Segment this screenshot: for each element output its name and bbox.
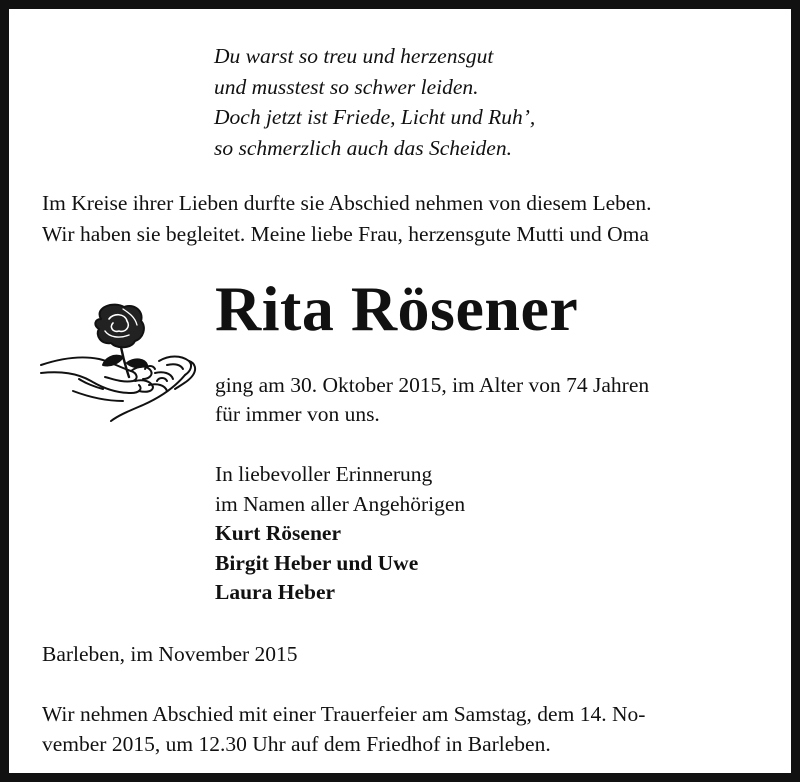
poem-line: und musstest so schwer leiden. xyxy=(214,74,479,99)
mourner-name: Birgit Heber und Uwe xyxy=(215,550,419,575)
intro-text xyxy=(42,188,652,250)
poem-line: Doch jetzt ist Friede, Licht und Ruh’, xyxy=(214,105,536,129)
memorial-poem xyxy=(214,41,535,163)
death-notice-line: für immer von uns. xyxy=(215,402,380,426)
mourners-intro-line: im Namen aller Angehörigen xyxy=(215,491,466,516)
poem-line: Du warst so treu und herzensgut xyxy=(214,44,494,68)
poem-line: so schmerzlich auch das Scheiden. xyxy=(214,135,512,160)
mourner-name: Laura Heber xyxy=(215,580,336,604)
funeral-line: vember 2015, um 12.30 Uhr auf dem Friedhof in Barleben. xyxy=(42,732,551,756)
mourners-block xyxy=(215,460,465,608)
death-notice xyxy=(215,371,649,429)
place-and-date: Barleben, im November 2015 xyxy=(42,642,298,666)
deceased-name: Rita Rösener xyxy=(215,273,579,344)
mourners-intro-line: In liebevoller Erinnerung xyxy=(215,462,433,486)
funeral-line: Wir nehmen Abschied mit einer Trauerfeier am Samstag, dem 14. No- xyxy=(42,702,646,726)
death-notice-line: ging am 30. Oktober 2015, im Alter von 74 Jahren xyxy=(215,373,650,397)
intro-line: Wir haben sie begleitet. Meine liebe Frau, herzensgute Mutti und Oma xyxy=(42,222,649,246)
mourner-name: Kurt Rösener xyxy=(215,521,341,545)
intro-line: Im Kreise ihrer Lieben durfte sie Abschied nehmen von diesem Leben. xyxy=(42,191,652,215)
rose-in-hands-icon xyxy=(39,301,199,431)
funeral-notice xyxy=(42,699,645,759)
